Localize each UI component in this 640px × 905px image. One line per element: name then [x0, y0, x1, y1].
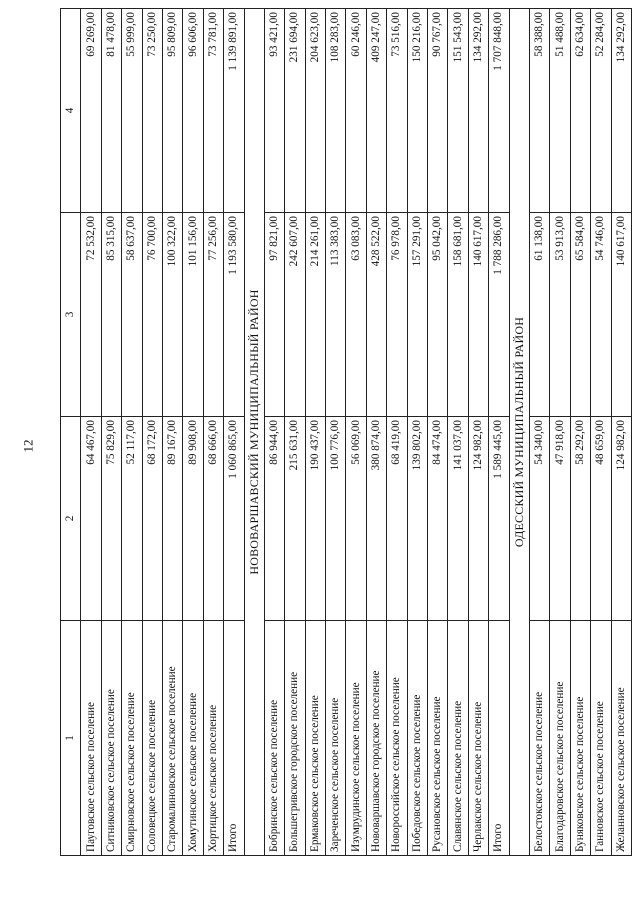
amount-cell: 93 421,00: [264, 9, 284, 213]
table-row: [346, 9, 366, 856]
amount-cell: 58 388,00: [529, 9, 549, 213]
table-row: [81, 9, 101, 856]
amount-cell: 89 908,00: [183, 417, 203, 621]
amount-cell: 1 707 848,00: [489, 9, 509, 213]
amount-cell: 124 982,00: [611, 417, 631, 621]
amount-cell: 1 589 445,00: [489, 417, 509, 621]
settlement-name-cell: Ситниковское сельское поселение: [101, 621, 121, 856]
amount-cell: 95 042,00: [428, 213, 448, 417]
amount-cell: 150 216,00: [407, 9, 427, 213]
amount-cell: 242 607,00: [285, 213, 305, 417]
table-row: [366, 9, 386, 856]
amount-cell: 158 681,00: [448, 213, 468, 417]
amount-cell: 84 474,00: [428, 417, 448, 621]
page-number: 12: [20, 439, 36, 453]
table-row: [162, 9, 182, 856]
amount-cell: 151 543,00: [448, 9, 468, 213]
total-row: [489, 9, 509, 856]
settlement-name-cell: Изумрудинское сельское поселение: [346, 621, 366, 856]
table-row: [611, 9, 631, 856]
settlement-name-cell: Смирновское сельское поселение: [122, 621, 142, 856]
amount-cell: 409 247,00: [366, 9, 386, 213]
amount-cell: 61 138,00: [529, 213, 549, 417]
settlement-name-cell: Белостокское сельское поселение: [529, 621, 549, 856]
amount-cell: 215 631,00: [285, 417, 305, 621]
amount-cell: 60 246,00: [346, 9, 366, 213]
settlement-name-cell: Большегривское городское поселение: [285, 621, 305, 856]
amount-cell: 190 437,00: [305, 417, 325, 621]
amount-cell: 53 913,00: [550, 213, 570, 417]
amount-cell: 68 419,00: [387, 417, 407, 621]
table-row: [529, 9, 549, 856]
amount-cell: 108 283,00: [326, 9, 346, 213]
column-header: 4: [61, 9, 81, 213]
table-row: [305, 9, 325, 856]
amount-cell: 52 117,00: [122, 417, 142, 621]
amount-cell: 89 167,00: [162, 417, 182, 621]
amount-cell: 134 292,00: [611, 9, 631, 213]
amount-cell: 77 256,00: [203, 213, 223, 417]
amount-cell: 101 156,00: [183, 213, 203, 417]
amount-cell: 86 944,00: [264, 417, 284, 621]
amount-cell: 58 292,00: [570, 417, 590, 621]
settlement-name-cell: Итого: [489, 621, 509, 856]
rotated-table-area: [60, 12, 627, 856]
column-header: 3: [61, 213, 81, 417]
amount-cell: 140 617,00: [468, 213, 488, 417]
column-header: 1: [61, 621, 81, 856]
table-row: [570, 9, 590, 856]
amount-cell: 63 083,00: [346, 213, 366, 417]
amount-cell: 231 694,00: [285, 9, 305, 213]
amount-cell: 157 291,00: [407, 213, 427, 417]
amount-cell: 97 821,00: [264, 213, 284, 417]
settlement-name-cell: Нововаршавское городское поселение: [366, 621, 386, 856]
settlement-name-cell: Хомутинское сельское поселение: [183, 621, 203, 856]
table-row: [428, 9, 448, 856]
table-row: [591, 9, 611, 856]
amount-cell: 58 637,00: [122, 213, 142, 417]
amount-cell: 134 292,00: [468, 9, 488, 213]
amount-cell: 204 623,00: [305, 9, 325, 213]
amount-cell: 380 874,00: [366, 417, 386, 621]
amount-cell: 75 829,00: [101, 417, 121, 621]
settlement-name-cell: Буняковское сельское поселение: [570, 621, 590, 856]
section-title: ОДЕССКИЙ МУНИЦИПАЛЬНЫЙ РАЙОН: [509, 9, 529, 856]
amount-cell: 72 532,00: [81, 213, 101, 417]
table-row: [203, 9, 223, 856]
amount-cell: 96 606,00: [183, 9, 203, 213]
settlement-name-cell: Новороссийское сельское поселение: [387, 621, 407, 856]
section-header-row: [244, 9, 264, 856]
table-row: [387, 9, 407, 856]
amount-cell: 68 172,00: [142, 417, 162, 621]
settlement-name-cell: Старомалиновское сельское поселение: [162, 621, 182, 856]
amount-cell: 55 999,00: [122, 9, 142, 213]
table-row: [285, 9, 305, 856]
amount-cell: 51 488,00: [550, 9, 570, 213]
settlement-name-cell: Славянское сельское поселение: [448, 621, 468, 856]
settlement-name-cell: Ермаковское сельское поселение: [305, 621, 325, 856]
amount-cell: 69 269,00: [81, 9, 101, 213]
amount-cell: 100 776,00: [326, 417, 346, 621]
amount-cell: 214 261,00: [305, 213, 325, 417]
amount-cell: 54 746,00: [591, 213, 611, 417]
amount-cell: 1 139 891,00: [224, 9, 244, 213]
amount-cell: 141 037,00: [448, 417, 468, 621]
amount-cell: 73 516,00: [387, 9, 407, 213]
settlement-name-cell: Ганновское сельское поселение: [591, 621, 611, 856]
table-rotator: [60, 12, 627, 856]
header-row: [61, 9, 81, 856]
table-row: [468, 9, 488, 856]
amount-cell: 54 340,00: [529, 417, 549, 621]
amount-cell: 81 478,00: [101, 9, 121, 213]
amount-cell: 76 700,00: [142, 213, 162, 417]
budget-table: [60, 8, 632, 856]
settlement-name-cell: Соловецкое сельское поселение: [142, 621, 162, 856]
settlement-name-cell: Итого: [224, 621, 244, 856]
amount-cell: 47 918,00: [550, 417, 570, 621]
amount-cell: 52 284,00: [591, 9, 611, 213]
table-row: [326, 9, 346, 856]
amount-cell: 56 069,00: [346, 417, 366, 621]
settlement-name-cell: Пауговское сельское поселение: [81, 621, 101, 856]
amount-cell: 1 060 865,00: [224, 417, 244, 621]
table-row: [550, 9, 570, 856]
settlement-name-cell: Русановское сельское поселение: [428, 621, 448, 856]
table-row: [183, 9, 203, 856]
table-row: [142, 9, 162, 856]
amount-cell: 73 781,00: [203, 9, 223, 213]
amount-cell: 90 767,00: [428, 9, 448, 213]
settlement-name-cell: Победовское сельское поселение: [407, 621, 427, 856]
settlement-name-cell: Хортицкое сельское поселение: [203, 621, 223, 856]
table-row: [407, 9, 427, 856]
table-row: [101, 9, 121, 856]
table-body: [61, 9, 632, 856]
amount-cell: 64 467,00: [81, 417, 101, 621]
amount-cell: 113 383,00: [326, 213, 346, 417]
amount-cell: 95 809,00: [162, 9, 182, 213]
amount-cell: 76 978,00: [387, 213, 407, 417]
amount-cell: 100 322,00: [162, 213, 182, 417]
amount-cell: 1 788 286,00: [489, 213, 509, 417]
amount-cell: 1 193 580,00: [224, 213, 244, 417]
column-header: 2: [61, 417, 81, 621]
amount-cell: 48 659,00: [591, 417, 611, 621]
amount-cell: 124 982,00: [468, 417, 488, 621]
table-row: [264, 9, 284, 856]
amount-cell: 73 250,00: [142, 9, 162, 213]
amount-cell: 428 522,00: [366, 213, 386, 417]
section-header-row: [509, 9, 529, 856]
total-row: [224, 9, 244, 856]
table-row: [122, 9, 142, 856]
amount-cell: 85 315,00: [101, 213, 121, 417]
section-title: НОВОВАРШАВСКИЙ МУНИЦИПАЛЬНЫЙ РАЙОН: [244, 9, 264, 856]
settlement-name-cell: Благодаровское сельское поселение: [550, 621, 570, 856]
amount-cell: 139 802,00: [407, 417, 427, 621]
amount-cell: 62 634,00: [570, 9, 590, 213]
table-row: [448, 9, 468, 856]
settlement-name-cell: Желанновское сельское поселение: [611, 621, 631, 856]
settlement-name-cell: Бобринское сельское поселение: [264, 621, 284, 856]
amount-cell: 65 584,00: [570, 213, 590, 417]
amount-cell: 68 666,00: [203, 417, 223, 621]
amount-cell: 140 617,00: [611, 213, 631, 417]
settlement-name-cell: Черлакское сельское поселение: [468, 621, 488, 856]
settlement-name-cell: Зареченское сельское поселение: [326, 621, 346, 856]
